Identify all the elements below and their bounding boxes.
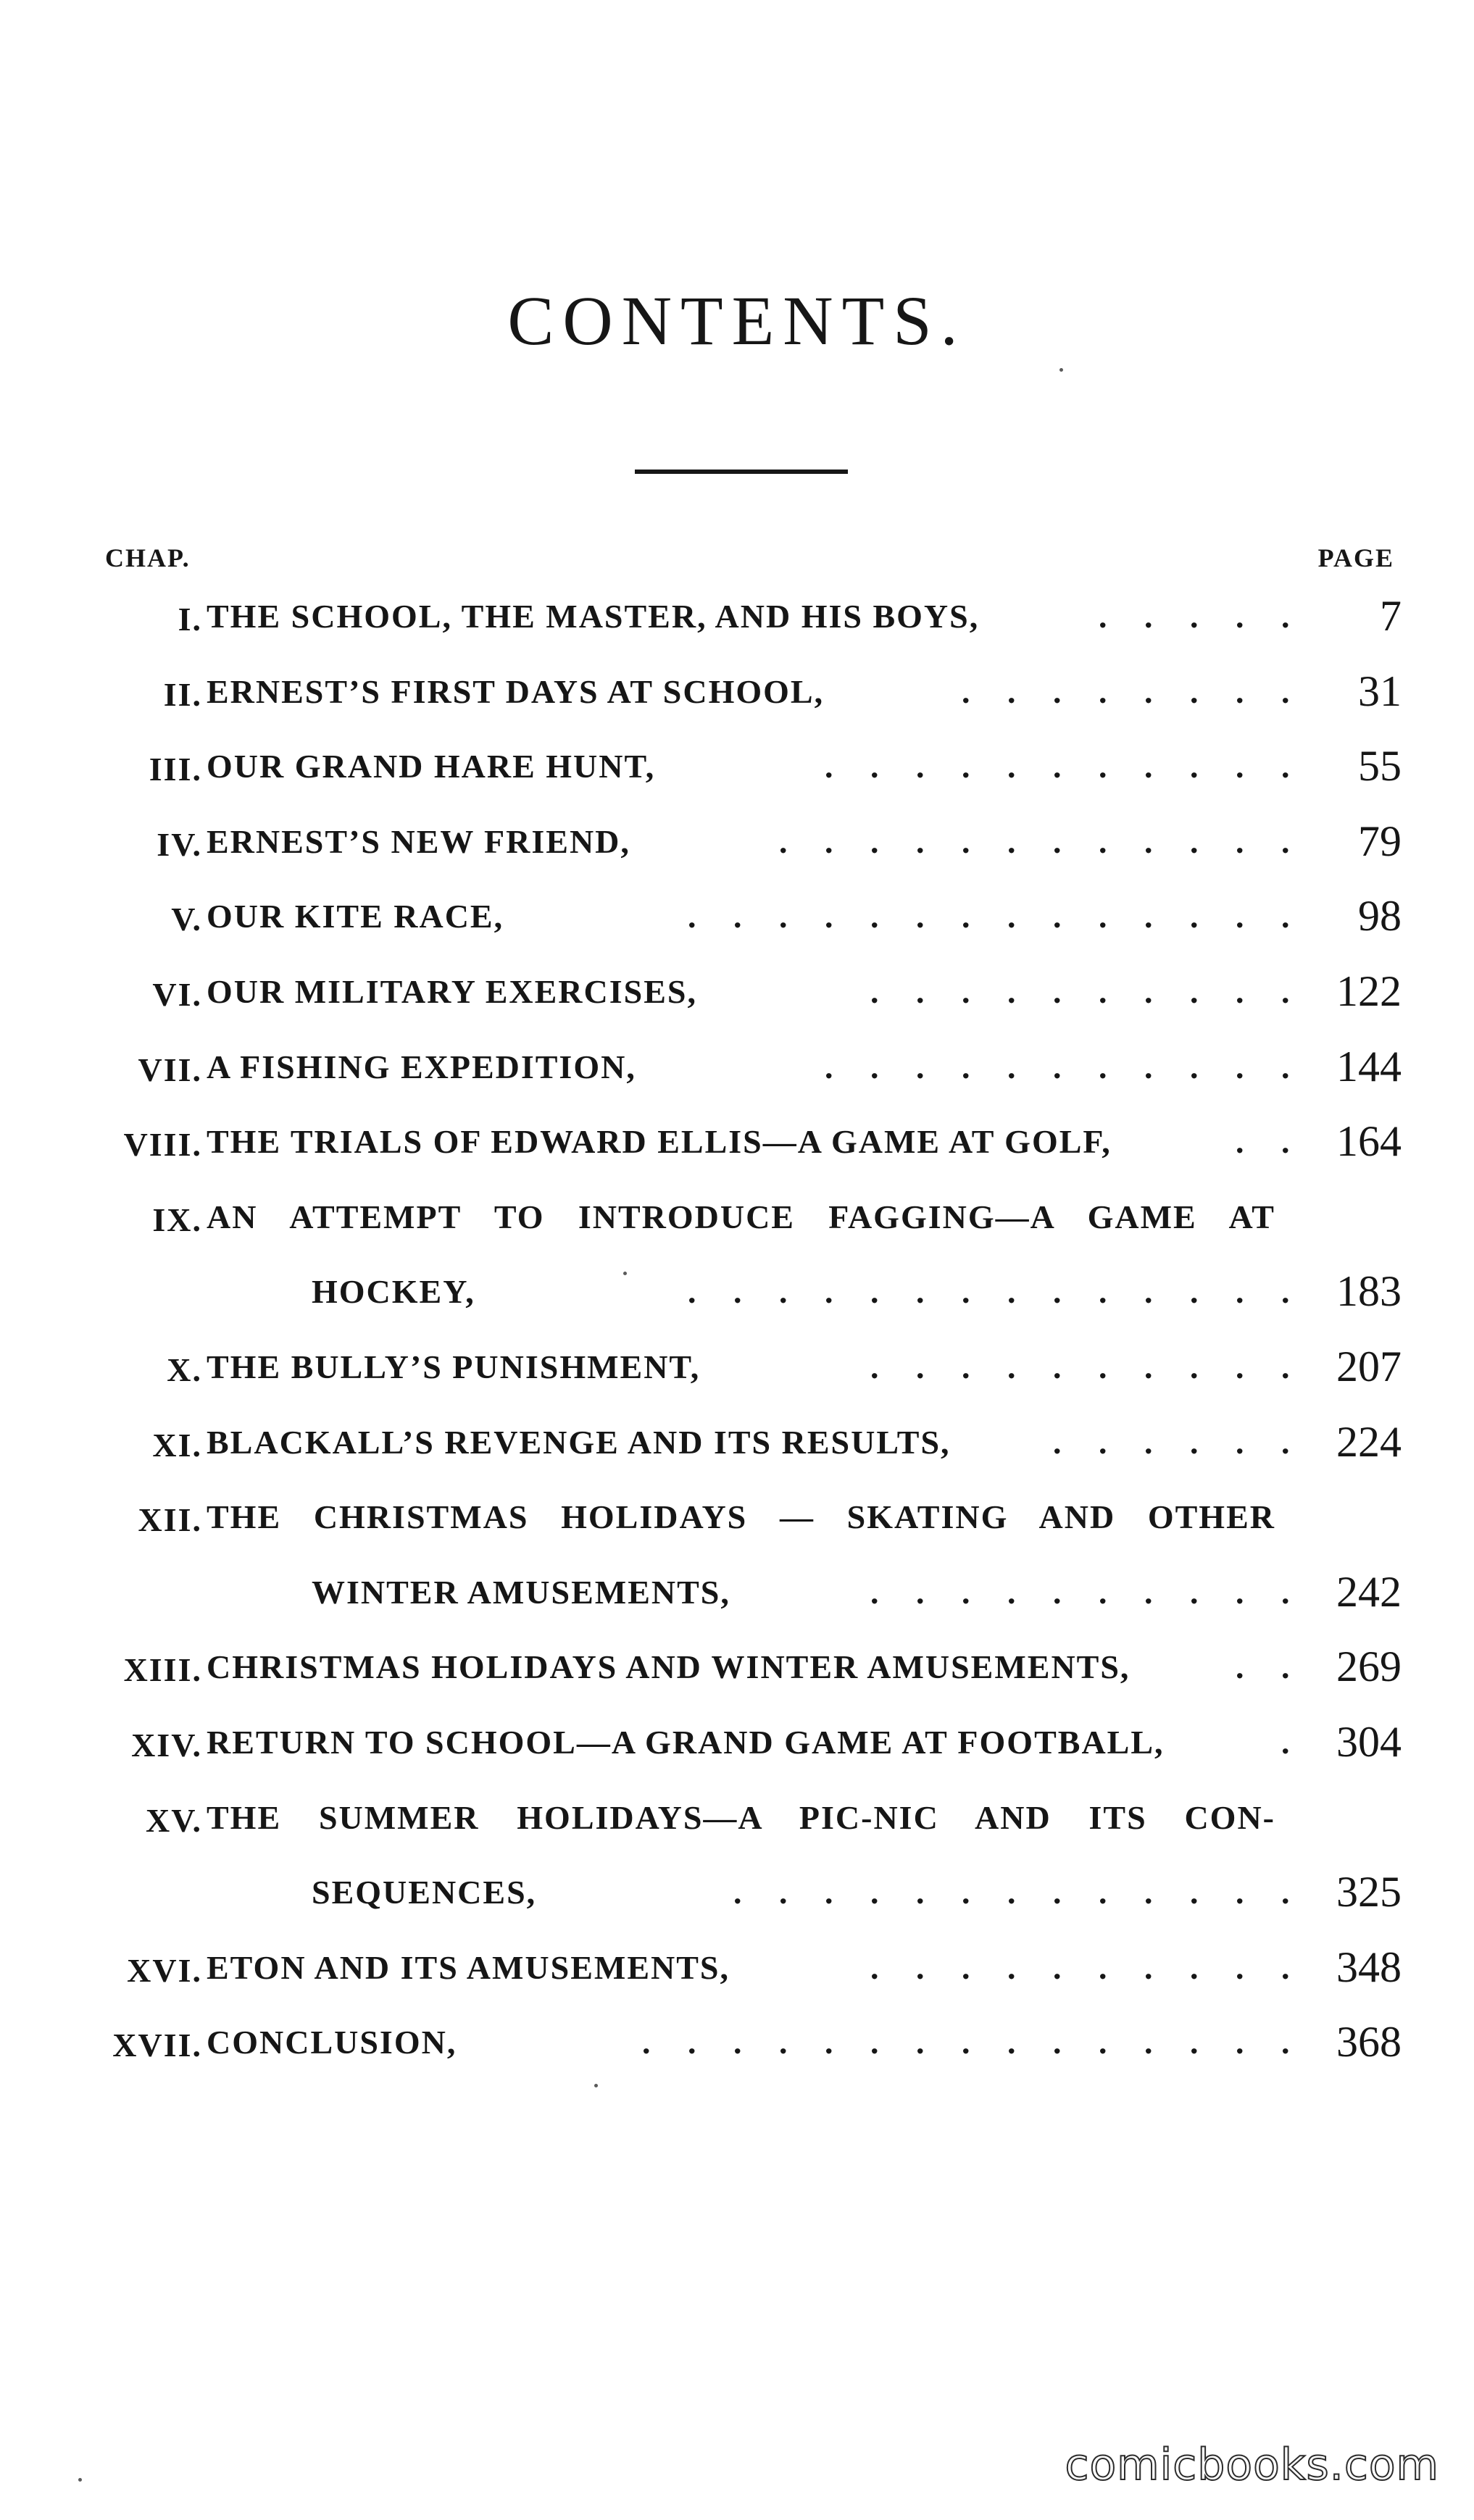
toc-entry: [0, 593, 1474, 643]
dot-leader: . . . . . . . . . .: [870, 1948, 1290, 1986]
page-number: 79: [1358, 817, 1402, 865]
chapter-title: A FISHING EXPEDITION,: [207, 1048, 636, 1085]
toc-entry: [0, 1043, 1474, 1094]
page-number: 7: [1380, 592, 1402, 640]
toc-entry: [0, 1118, 1474, 1169]
toc-entry: [0, 1343, 1474, 1394]
chapter-title: ERNEST’S FIRST DAYS AT SCHOOL,: [207, 672, 825, 710]
print-speck: [78, 2478, 82, 2482]
chapter-number: V.: [171, 901, 202, 938]
page-number: 183: [1336, 1267, 1402, 1316]
chapter-number: XIII.: [123, 1651, 202, 1689]
page-number: 98: [1358, 892, 1402, 940]
dot-leader: . .: [1236, 1123, 1290, 1161]
page-number: 242: [1336, 1567, 1402, 1616]
print-speck: [1059, 368, 1063, 372]
page-number: 325: [1336, 1868, 1402, 1916]
chapter-number: I.: [178, 601, 202, 638]
page-number: 269: [1336, 1643, 1402, 1691]
toc-entry: [0, 1794, 1474, 1845]
chapter-title: THE TRIALS OF EDWARD ELLIS—A GAME AT GOLF,: [207, 1123, 1112, 1161]
toc-entry: [0, 1493, 1474, 1544]
toc-entry: [0, 818, 1474, 869]
chapter-title: ERNEST’S NEW FRIEND,: [207, 822, 630, 860]
page-number: 164: [1336, 1117, 1402, 1166]
chapter-number: VIII.: [123, 1126, 202, 1164]
page-number: 144: [1336, 1042, 1402, 1090]
chapter-title: AN ATTEMPT TO INTRODUCE FAGGING—A GAME AT: [207, 1198, 1275, 1235]
dot-leader: . . . . . . . . . . . . . . .: [642, 2024, 1290, 2061]
chapter-title: ETON AND ITS AMUSEMENTS,: [207, 1948, 730, 1986]
chapter-number: II.: [163, 675, 202, 713]
page-number: 368: [1336, 2018, 1402, 2066]
toc-entry: [0, 1944, 1474, 1995]
chapter-title: CONCLUSION,: [207, 2024, 457, 2061]
page-number: 207: [1336, 1343, 1402, 1390]
chapter-number: XVI.: [127, 1951, 202, 1989]
toc-entry-continuation: [0, 1268, 1474, 1319]
chapter-title: THE CHRISTMAS HOLIDAYS — SKATING AND OTHER: [207, 1498, 1275, 1536]
dot-leader: . . . . . . . . . . .: [825, 1048, 1290, 1085]
chapter-title: OUR KITE RACE,: [207, 898, 504, 935]
page-title: CONTENTS.: [507, 282, 967, 359]
chap-column-header: CHAP.: [105, 543, 191, 572]
print-speck: [623, 1272, 627, 1275]
dot-leader: .: [1281, 1724, 1290, 1761]
page-number: 55: [1358, 742, 1402, 790]
print-speck: [594, 2084, 598, 2087]
toc-entry: [0, 968, 1474, 1019]
dot-leader: . . . . . . . . . .: [870, 973, 1290, 1010]
chapter-title: THE SUMMER HOLIDAYS—A PIC-NIC AND ITS CON-: [207, 1798, 1275, 1836]
page-number: 122: [1336, 967, 1402, 1015]
chapter-number: XII.: [138, 1501, 202, 1539]
chapter-number: XI.: [152, 1426, 202, 1464]
toc-entry: [0, 893, 1474, 943]
chapter-number: IX.: [152, 1201, 202, 1238]
toc-entry-continuation: [0, 1569, 1474, 1619]
page-column-header: PAGE: [1317, 543, 1394, 572]
dot-leader: . . . . . . . .: [962, 672, 1290, 710]
dot-leader: . . . . . .: [1053, 1423, 1290, 1461]
watermark: comicbooks.com: [1065, 2440, 1439, 2490]
toc-entry: [0, 1193, 1474, 1244]
dot-leader: . . . . . . . . . . . .: [779, 822, 1290, 860]
toc-entry: [0, 668, 1474, 719]
chapter-number: XIV.: [131, 1727, 202, 1764]
chapter-number: VI.: [152, 976, 202, 1013]
chapter-number: XV.: [145, 1801, 202, 1839]
toc-entry: [0, 1419, 1474, 1469]
page-number: 348: [1336, 1943, 1402, 1991]
dot-leader: . . . . . . . . . .: [870, 1573, 1290, 1611]
chapter-number: VII.: [138, 1051, 202, 1088]
page-number: 31: [1358, 667, 1402, 715]
chapter-title: RETURN TO SCHOOL—A GRAND GAME AT FOOTBALL,: [207, 1724, 1165, 1761]
dot-leader: . .: [1236, 1648, 1290, 1686]
page-number: 304: [1336, 1718, 1402, 1766]
dot-leader: . . . . . . . . . . .: [825, 748, 1290, 785]
chapter-title: THE SCHOOL, THE MASTER, AND HIS BOYS,: [207, 598, 980, 635]
chapter-title: OUR GRAND HARE HUNT,: [207, 748, 656, 785]
chapter-title: BLACKALL’S REVENGE AND ITS RESULTS,: [207, 1423, 951, 1461]
page-number: 224: [1336, 1417, 1402, 1466]
chapter-number: III.: [149, 751, 202, 788]
dot-leader: . . . . .: [1099, 598, 1290, 635]
chapter-number: XVII.: [112, 2027, 202, 2064]
toc-entry-continuation: [0, 1869, 1474, 1919]
chapter-title: OUR MILITARY EXERCISES,: [207, 973, 697, 1010]
toc-entry: [0, 743, 1474, 793]
dot-leader: . . . . . . . . . . . . .: [733, 1874, 1290, 1911]
dot-leader: . . . . . . . . . . . . . .: [688, 1273, 1290, 1311]
toc-entry: [0, 2019, 1474, 2069]
chapter-number: IV.: [157, 825, 202, 863]
chapter-title-continued: HOCKEY,: [312, 1273, 475, 1311]
dot-leader: . . . . . . . . . .: [870, 1348, 1290, 1385]
chapter-title: CHRISTMAS HOLIDAYS AND WINTER AMUSEMENTS,: [207, 1648, 1131, 1686]
toc-entry: [0, 1719, 1474, 1769]
chapter-number: X.: [167, 1351, 202, 1388]
chapter-title: THE BULLY’S PUNISHMENT,: [207, 1348, 701, 1385]
toc-entry: [0, 1643, 1474, 1694]
chapter-title-continued: SEQUENCES,: [312, 1874, 537, 1911]
chapter-title-continued: WINTER AMUSEMENTS,: [312, 1573, 730, 1611]
dot-leader: . . . . . . . . . . . . . .: [688, 898, 1290, 935]
